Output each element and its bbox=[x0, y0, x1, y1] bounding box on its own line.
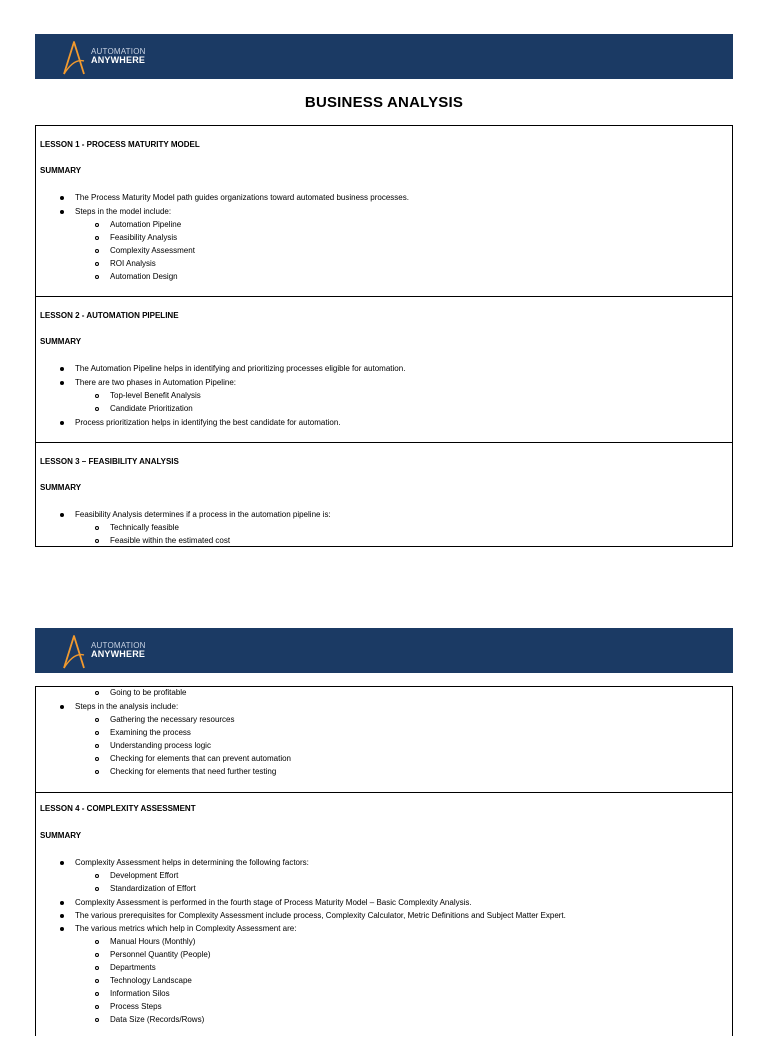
lesson-heading: LESSON 1 - PROCESS MATURITY MODEL bbox=[40, 140, 200, 149]
lessons-table bbox=[35, 125, 733, 547]
list-item: Steps in the analysis include: bbox=[75, 702, 179, 711]
list-item: The various metrics which help in Complexity Assessment are: bbox=[75, 924, 297, 933]
sub-list-item: Technology Landscape bbox=[110, 976, 192, 985]
sub-bullet-icon bbox=[95, 940, 99, 944]
sub-list-item: Automation Design bbox=[110, 272, 178, 281]
sub-bullet-icon bbox=[95, 1018, 99, 1022]
lesson-heading: LESSON 2 - AUTOMATION PIPELINE bbox=[40, 311, 179, 320]
sub-list-item: Manual Hours (Monthly) bbox=[110, 937, 196, 946]
automation-anywhere-logo bbox=[61, 38, 161, 76]
sub-bullet-icon bbox=[95, 262, 99, 266]
sub-bullet-icon bbox=[95, 992, 99, 996]
lesson-3-cell bbox=[36, 443, 732, 546]
bullet-icon bbox=[60, 861, 64, 865]
sub-bullet-icon bbox=[95, 718, 99, 722]
sub-bullet-icon bbox=[95, 526, 99, 530]
sub-bullet-icon bbox=[95, 874, 99, 878]
sub-bullet-icon bbox=[95, 770, 99, 774]
list-item: Steps in the model include: bbox=[75, 207, 172, 216]
sub-list-item: Checking for elements that need further testing bbox=[110, 767, 277, 776]
sub-bullet-icon bbox=[95, 966, 99, 970]
sub-bullet-icon bbox=[95, 275, 99, 279]
list-item: Complexity Assessment is performed in the fourth stage of Process Maturity Model – Basic Complexity Analysis. bbox=[75, 898, 472, 907]
sub-bullet-icon bbox=[95, 744, 99, 748]
document-title: BUSINESS ANALYSIS bbox=[304, 94, 464, 111]
sub-bullet-icon bbox=[95, 887, 99, 891]
lesson-heading: LESSON 4 - COMPLEXITY ASSESSMENT bbox=[40, 804, 196, 813]
sub-bullet-icon bbox=[95, 953, 99, 957]
sub-list-item: Complexity Assessment bbox=[110, 246, 195, 255]
page-header bbox=[35, 628, 733, 673]
list-item: Feasibility Analysis determines if a process in the automation pipeline is: bbox=[75, 510, 331, 519]
sub-bullet-icon bbox=[95, 394, 99, 398]
sub-bullet-icon bbox=[95, 223, 99, 227]
list-item: Process prioritization helps in identifying the best candidate for automation. bbox=[75, 418, 341, 427]
sub-bullet-icon bbox=[95, 1005, 99, 1009]
summary-label: SUMMARY bbox=[40, 337, 82, 346]
bullet-icon bbox=[60, 927, 64, 931]
lesson-1-cell bbox=[36, 126, 732, 297]
logo-text-automation: AUTOMATION bbox=[91, 47, 146, 56]
sub-bullet-icon bbox=[95, 691, 99, 695]
sub-list-item: Data Size (Records/Rows) bbox=[110, 1015, 205, 1024]
bullet-icon bbox=[60, 196, 64, 200]
logo-text-anywhere: ANYWHERE bbox=[91, 649, 146, 659]
bullet-icon bbox=[60, 914, 64, 918]
lesson-3-continued-cell bbox=[36, 687, 732, 793]
sub-list-item: Candidate Prioritization bbox=[110, 404, 193, 413]
sub-list-item: Feasibility Analysis bbox=[110, 233, 178, 242]
list-item: Complexity Assessment helps in determining the following factors: bbox=[75, 858, 309, 867]
lesson-4-cell bbox=[36, 793, 732, 1037]
sub-list-item: Understanding process logic bbox=[110, 741, 211, 750]
bullet-icon bbox=[60, 421, 64, 425]
summary-label: SUMMARY bbox=[40, 166, 82, 175]
sub-list-item: Process Steps bbox=[110, 1002, 162, 1011]
sub-list-item: ROI Analysis bbox=[110, 259, 156, 268]
sub-list-item: Departments bbox=[110, 963, 156, 972]
sub-bullet-icon bbox=[95, 249, 99, 253]
bullet-icon bbox=[60, 705, 64, 709]
bullet-icon bbox=[60, 367, 64, 371]
sub-bullet-icon bbox=[95, 979, 99, 983]
sub-bullet-icon bbox=[95, 757, 99, 761]
sub-bullet-icon bbox=[95, 407, 99, 411]
logo-text-automation: AUTOMATION bbox=[91, 641, 146, 650]
sub-bullet-icon bbox=[95, 539, 99, 543]
logo-a-mark-icon bbox=[61, 632, 87, 670]
summary-label: SUMMARY bbox=[40, 831, 82, 840]
list-item: The Process Maturity Model path guides organizations toward automated business processes. bbox=[75, 193, 409, 202]
lessons-table-continued bbox=[35, 686, 733, 1036]
sub-list-item: Standardization of Effort bbox=[110, 884, 196, 893]
sub-list-item: Development Effort bbox=[110, 871, 179, 880]
summary-label: SUMMARY bbox=[40, 483, 82, 492]
bullet-icon bbox=[60, 901, 64, 905]
sub-list-item: Information Silos bbox=[110, 989, 170, 998]
list-item: The Automation Pipeline helps in identifying and prioritizing processes eligible for automation. bbox=[75, 364, 406, 373]
sub-list-item: Gathering the necessary resources bbox=[110, 715, 235, 724]
logo-a-mark-icon bbox=[61, 38, 87, 76]
sub-list-item: Going to be profitable bbox=[110, 688, 187, 697]
sub-list-item: Checking for elements that can prevent automation bbox=[110, 754, 291, 763]
automation-anywhere-logo bbox=[61, 632, 161, 670]
sub-list-item: Examining the process bbox=[110, 728, 191, 737]
list-item: There are two phases in Automation Pipeline: bbox=[75, 378, 236, 387]
logo-text-anywhere: ANYWHERE bbox=[91, 55, 146, 65]
lesson-2-cell bbox=[36, 297, 732, 443]
page-header bbox=[35, 34, 733, 79]
bullet-icon bbox=[60, 210, 64, 214]
sub-list-item: Automation Pipeline bbox=[110, 220, 182, 229]
sub-list-item: Technically feasible bbox=[110, 523, 179, 532]
sub-bullet-icon bbox=[95, 731, 99, 735]
bullet-icon bbox=[60, 381, 64, 385]
bullet-icon bbox=[60, 513, 64, 517]
sub-list-item: Personnel Quantity (People) bbox=[110, 950, 211, 959]
sub-list-item: Feasible within the estimated cost bbox=[110, 536, 231, 545]
sub-list-item: Top-level Benefit Analysis bbox=[110, 391, 201, 400]
sub-bullet-icon bbox=[95, 236, 99, 240]
list-item: The various prerequisites for Complexity Assessment include process, Complexity Calculator, Metric Definitions and Subject Matter Expert. bbox=[75, 911, 566, 920]
lesson-heading: LESSON 3 – FEASIBILITY ANALYSIS bbox=[40, 457, 179, 466]
